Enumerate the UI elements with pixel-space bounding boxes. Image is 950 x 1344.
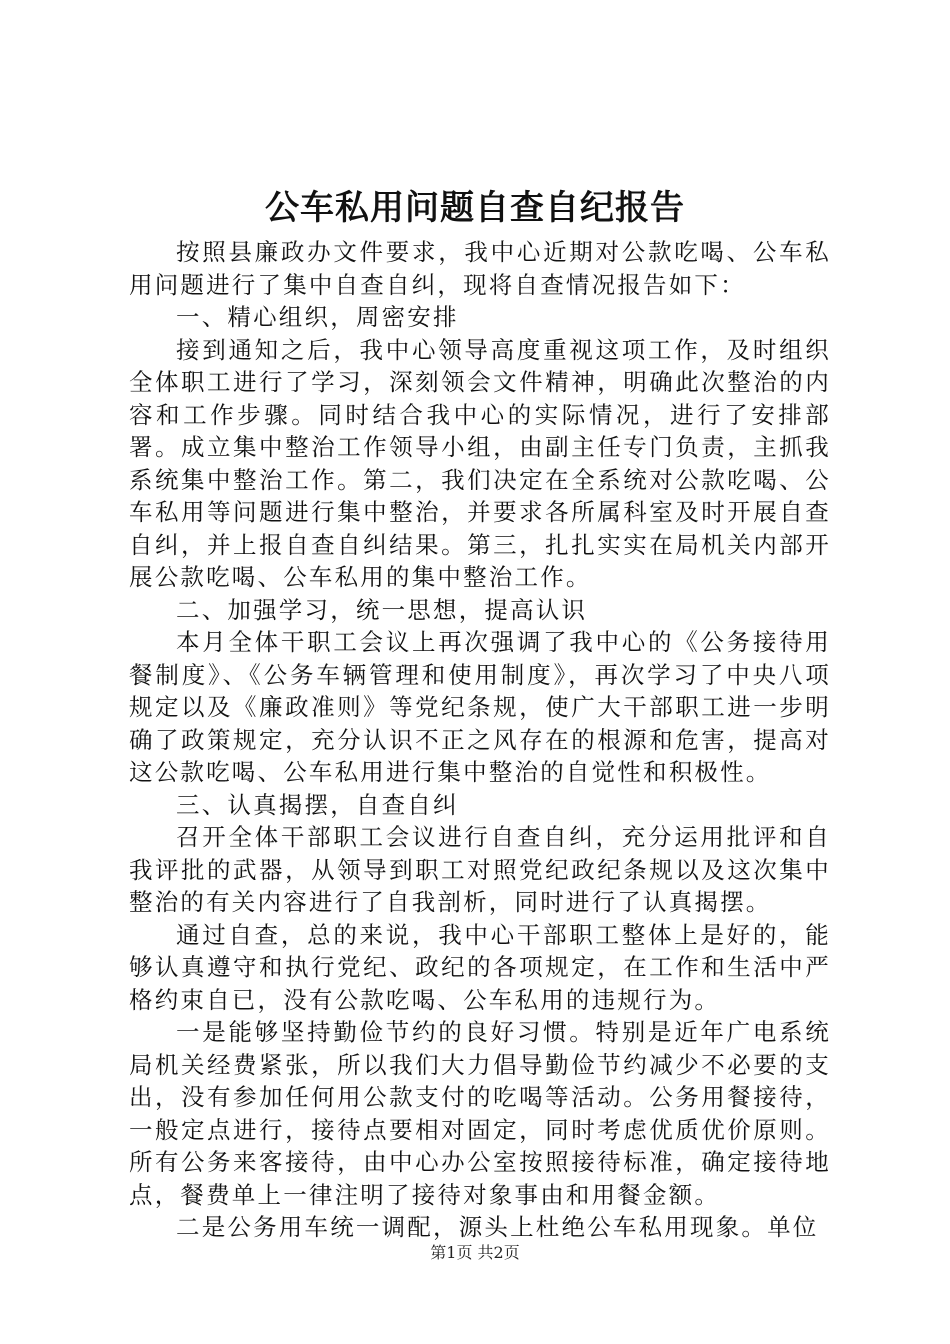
document-body (129, 236, 831, 1244)
paragraph-summary: 通过自查，总的来说，我中心干部职工整体上是好的，能够认真遵守和执行党纪、政纪的各项规定，在工作和生活中严格约束自已，没有公款吃喝、公车私用的违规行为。 (129, 920, 831, 1014)
paragraph-intro: 按照县廉政办文件要求，我中心近期对公款吃喝、公车私用问题进行了集中自查自纠，现将自查情况报告如下： (129, 238, 831, 299)
paragraph-organization: 接到通知之后，我中心领导高度重视这项工作，及时组织全体职工进行了学习，深刻领会文件精神，明确此次整治的内容和工作步骤。同时结合我中心的实际情况，进行了安排部署。成立集中整治工作领导小组，由副主任专门负责，主抓我系统集中整治工作。第二，我们决定在全系统对公款吃喝、公车私用等问题进行集中整治，并要求各所属科室及时开展自查自纠，并上报自查自纠结果。第三，扎扎实实在局机关内部开展公款吃喝、公车私用的集中整治工作。 (129, 335, 831, 591)
document-title: 公车私用问题自查自纪报告 (265, 188, 685, 228)
paragraph-study: 本月全体干职工会议上再次强调了我中心的《公务接待用餐制度》、《公务车辆管理和使用制度》，再次学习了中央八项规定以及《廉政准则》等党纪条规，使广大干部职工进一步明确了政策规定，充分认识不正之风存在的根源和危害，提高对这公款吃喝、公车私用进行集中整治的自觉性和积极性。 (129, 628, 831, 786)
section-heading-1: 一、精心组织，周密安排 (176, 303, 459, 331)
page-number-footer: 第1页 共2页 (430, 1243, 520, 1262)
section-heading-3: 三、认真揭摆，自查自纠 (176, 790, 459, 819)
paragraph-self-check: 召开全体干部职工会议进行自查自纠，充分运用批评和自我评批的武器，从领导到职工对照党纪政纪条规以及这次集中整治的有关内容进行了自我剖析，同时进行了认真揭摆。 (129, 823, 831, 916)
paragraph-point-1: 一是能够坚持勤俭节约的良好习惯。特别是近年广电系统局机关经费紧张，所以我们大力倡导勤俭节约减少不必要的支出，没有参加任何用公款支付的吃喝等活动。公务用餐接待，一般定点进行，接待点要相对固定，同时考虑优质优价原则。所有公务来客接待，由中心办公室按照接待标准，确定接待地点，餐费单上一律注明了接待对象事由和用餐金额。 (129, 1018, 831, 1209)
paragraph-point-2: 二是公务用车统一调配，源头上杜绝公车私用现象。单位 (176, 1213, 819, 1241)
section-heading-2: 二、加强学习，统一思想，提高认识 (176, 595, 588, 624)
